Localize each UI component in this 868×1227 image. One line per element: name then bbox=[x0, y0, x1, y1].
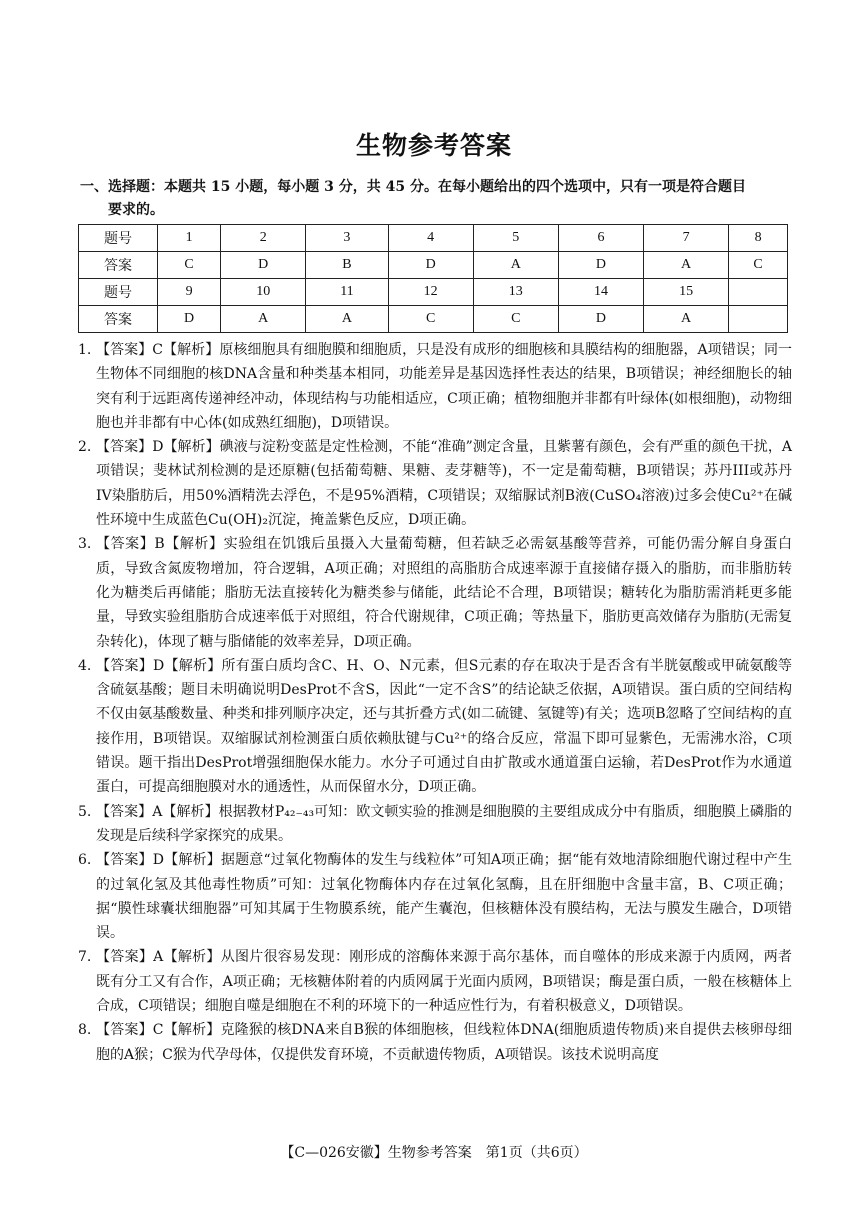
answer-letter: C bbox=[152, 342, 163, 358]
answer-tag: 【答案】 bbox=[96, 439, 153, 456]
analysis-text: 据题意“过氧化物酶体的发生与线粒体”可知A项正确；据“能有效地清除细胞代谢过程中产生的过氧化氢及其他毒性物质”可知：过氧化物酶体内存在过氧化氢酶，且在肝细胞中含量丰富，B、C项正确；据“膜性球囊状细胞器”可知其属于生物膜系统，能产生囊泡，但核糖体没有膜结构，无法与膜发生融合，D项错误。 bbox=[96, 852, 792, 942]
table-cell: 10 bbox=[221, 279, 306, 306]
answer-item bbox=[78, 848, 792, 945]
answer-letter: D bbox=[152, 439, 164, 456]
item-number: 5. bbox=[78, 803, 92, 820]
table-cell: A bbox=[221, 306, 306, 333]
analysis-tag: 【解析】 bbox=[163, 949, 221, 966]
table-cell: A bbox=[473, 252, 558, 279]
section-heading-line1: 一、选择题：本题共 15 小题，每小题 3 分，共 45 分。在每小题给出的四个选项中，只有一项是符合题目 bbox=[80, 179, 746, 195]
table-cell: C bbox=[158, 252, 221, 279]
table-cell: 11 bbox=[306, 279, 388, 306]
table-row bbox=[79, 306, 788, 333]
table-cell: D bbox=[158, 306, 221, 333]
answer-tag: 【答案】 bbox=[96, 536, 155, 553]
item-number: 3. bbox=[78, 536, 92, 553]
analysis-text: 根据教材P₄₂₋₄₃可知：欧文顿实验的推测是细胞膜的主要组成成分中有脂质，细胞膜上磷脂的发现是后续科学家探究的成果。 bbox=[96, 803, 793, 844]
analysis-text: 克隆猴的核DNA来自B猴的体细胞核，但线粒体DNA(细胞质遗传物质)来自提供去核卵母细胞的A猴；C猴为代孕母体，仅提供发育环境，不贡献遗传物质，A项错误。该技术说明高度 bbox=[96, 1022, 792, 1063]
table-cell: C bbox=[388, 306, 473, 333]
table-cell: D bbox=[388, 252, 473, 279]
analysis-tag: 【解析】 bbox=[163, 852, 221, 869]
table-row bbox=[79, 225, 788, 252]
table-cell: 7 bbox=[644, 225, 729, 252]
item-number: 8. bbox=[78, 1022, 92, 1039]
analysis-text: 原核细胞具有细胞膜和细胞质，只是没有成形的细胞核和具膜结构的细胞器，A项错误；同一生物体不同细胞的核DNA含量和种类基本相同，功能差异是基因选择性表达的结果，B项错误；神经细胞长的轴突有利于远距离传递神经冲动，体现结构与功能相适应，C项正确；植物细胞并非都有叶绿体(如根细胞)，动物细胞也并非都有中心体(如成熟红细胞)，D项错误。 bbox=[96, 342, 793, 431]
page-title: 生物参考答案 bbox=[355, 131, 512, 160]
table-row-header: 题号 bbox=[79, 225, 158, 252]
answer-tag: 【答案】 bbox=[96, 852, 153, 869]
table-cell: 5 bbox=[473, 225, 558, 252]
table-cell: 8 bbox=[729, 225, 788, 252]
table-cell: D bbox=[558, 252, 643, 279]
analysis-tag: 【解析】 bbox=[164, 536, 224, 553]
answer-tag: 【答案】 bbox=[96, 1022, 153, 1039]
table-cell: B bbox=[306, 252, 388, 279]
table-cell bbox=[729, 306, 788, 333]
table-cell bbox=[729, 279, 788, 306]
item-number: 2. bbox=[78, 439, 92, 456]
answer-tag: 【答案】 bbox=[96, 657, 154, 674]
table-cell: A bbox=[306, 306, 388, 333]
analysis-tag: 【解析】 bbox=[164, 657, 222, 674]
table-cell: 3 bbox=[306, 225, 388, 252]
answer-tag: 【答案】 bbox=[96, 949, 154, 966]
table-cell: D bbox=[221, 252, 306, 279]
table-cell: 2 bbox=[221, 225, 306, 252]
answer-item bbox=[78, 338, 792, 435]
analysis-text: 所有蛋白质均含C、H、O、N元素，但S元素的存在取决于是否含有半胱氨酸或甲硫氨酸等含硫氨基酸；题目未明确说明DesProt不含S，因此“一定不含S”的结论缺乏依据，A项错误。蛋白质的空间结构不仅由氨基酸数量、种类和排列顺序决定，还与其折叠方式(如二硫键、氢键等)有关；选项B忽略了空间结构的直接作用，B项错误。双缩脲试剂检测蛋白质依赖肽键与Cu²⁺的络合反应，常温下即可显紫色，无需沸水浴，C项错误。题干指出DesProt增强细胞保水能力。水分子可通过自由扩散或水通道蛋白运输，若DesProt作为水通道蛋白，可提高细胞膜对水的通透性，从而保留水分，D项正确。 bbox=[96, 657, 793, 796]
answer-item bbox=[78, 532, 792, 653]
answer-explanations bbox=[78, 338, 792, 1067]
table-row-header: 答案 bbox=[79, 306, 158, 333]
table-cell: 9 bbox=[158, 279, 221, 306]
answer-tag: 【答案】 bbox=[96, 342, 153, 358]
item-number: 6. bbox=[78, 852, 92, 869]
analysis-tag: 【解析】 bbox=[162, 342, 220, 358]
table-row-header: 答案 bbox=[79, 252, 158, 279]
answer-item bbox=[78, 800, 792, 849]
table-cell: 6 bbox=[558, 225, 643, 252]
table-cell: A bbox=[644, 306, 729, 333]
answer-letter: B bbox=[154, 536, 165, 553]
analysis-tag: 【解析】 bbox=[163, 1022, 221, 1039]
table-cell: 15 bbox=[644, 279, 729, 306]
analysis-text: 从图片很容易发现：刚形成的溶酶体来源于高尔基体，而自噬体的形成来源于内质网，两者既有分工又有合作，A项正确；无核糖体附着的内质网属于光面内质网，B项错误；酶是蛋白质，一般在核糖体上合成，C项错误；细胞自噬是细胞在不利的环境下的一种适应性行为，有着积极意义，D项错误。 bbox=[96, 949, 793, 1015]
table-cell: 13 bbox=[473, 279, 558, 306]
table-cell: 14 bbox=[558, 279, 643, 306]
table-cell: A bbox=[644, 252, 729, 279]
answer-letter: A bbox=[153, 949, 164, 966]
answer-item bbox=[78, 435, 792, 532]
section-heading-line2: 要求的。 bbox=[108, 202, 164, 218]
answer-letter: C bbox=[152, 1022, 164, 1039]
item-number: 1. bbox=[78, 342, 92, 358]
answer-tag: 【答案】 bbox=[96, 803, 153, 820]
answer-table bbox=[78, 224, 788, 333]
analysis-text: 碘液与淀粉变蓝是定性检测，不能“准确”测定含量，且紫薯有颜色，会有严重的颜色干扰，A项错误；斐林试剂检测的是还原糖(包括葡萄糖、果糖、麦芽糖等)，不一定是葡萄糖，B项错误；苏丹III或苏丹IV染脂肪后，用50%酒精洗去浮色，不是95%酒精，C项错误；双缩脲试剂B液(CuSO₄溶液)过多会使Cu²⁺在碱性环境中生成蓝色Cu(OH)₂沉淀，掩盖紫色反应，D项正确。 bbox=[96, 439, 792, 529]
table-cell: C bbox=[473, 306, 558, 333]
table-row bbox=[79, 252, 788, 279]
table-cell: 4 bbox=[388, 225, 473, 252]
answer-item bbox=[78, 1018, 792, 1067]
table-row-header: 题号 bbox=[79, 279, 158, 306]
table-row bbox=[79, 279, 788, 306]
answer-letter: A bbox=[152, 803, 163, 820]
analysis-tag: 【解析】 bbox=[162, 803, 219, 820]
analysis-tag: 【解析】 bbox=[163, 439, 220, 456]
answer-item bbox=[78, 945, 792, 1018]
item-number: 7. bbox=[78, 949, 92, 966]
answer-letter: D bbox=[153, 657, 165, 674]
table-cell: 12 bbox=[388, 279, 473, 306]
section-heading bbox=[80, 176, 800, 222]
answer-item bbox=[78, 654, 792, 800]
item-number: 4. bbox=[78, 657, 92, 674]
table-cell: 1 bbox=[158, 225, 221, 252]
answer-letter: D bbox=[152, 852, 164, 869]
table-cell: C bbox=[729, 252, 788, 279]
page-footer: 【C—026安徽】生物参考答案 第1页（共6页） bbox=[280, 1145, 588, 1161]
table-cell: D bbox=[558, 306, 643, 333]
analysis-text: 实验组在饥饿后虽摄入大量葡萄糖，但若缺乏必需氨基酸等营养，可能仍需分解自身蛋白质，导致含氮废物增加，符合逻辑，A项正确；对照组的高脂肪合成速率源于直接储存摄入的脂肪，而非脂肪转化为糖类后再储能；脂肪无法直接转化为糖类参与储能，此结论不合理，B项错误；糖转化为脂肪需消耗更多能量，导致实验组脂肪合成速率低于对照组，符合代谢规律，C项正确；等热量下，脂肪更高效储存为脂肪(无需复杂转化)，体现了糖与脂储能的效率差异，D项正确。 bbox=[96, 536, 793, 650]
